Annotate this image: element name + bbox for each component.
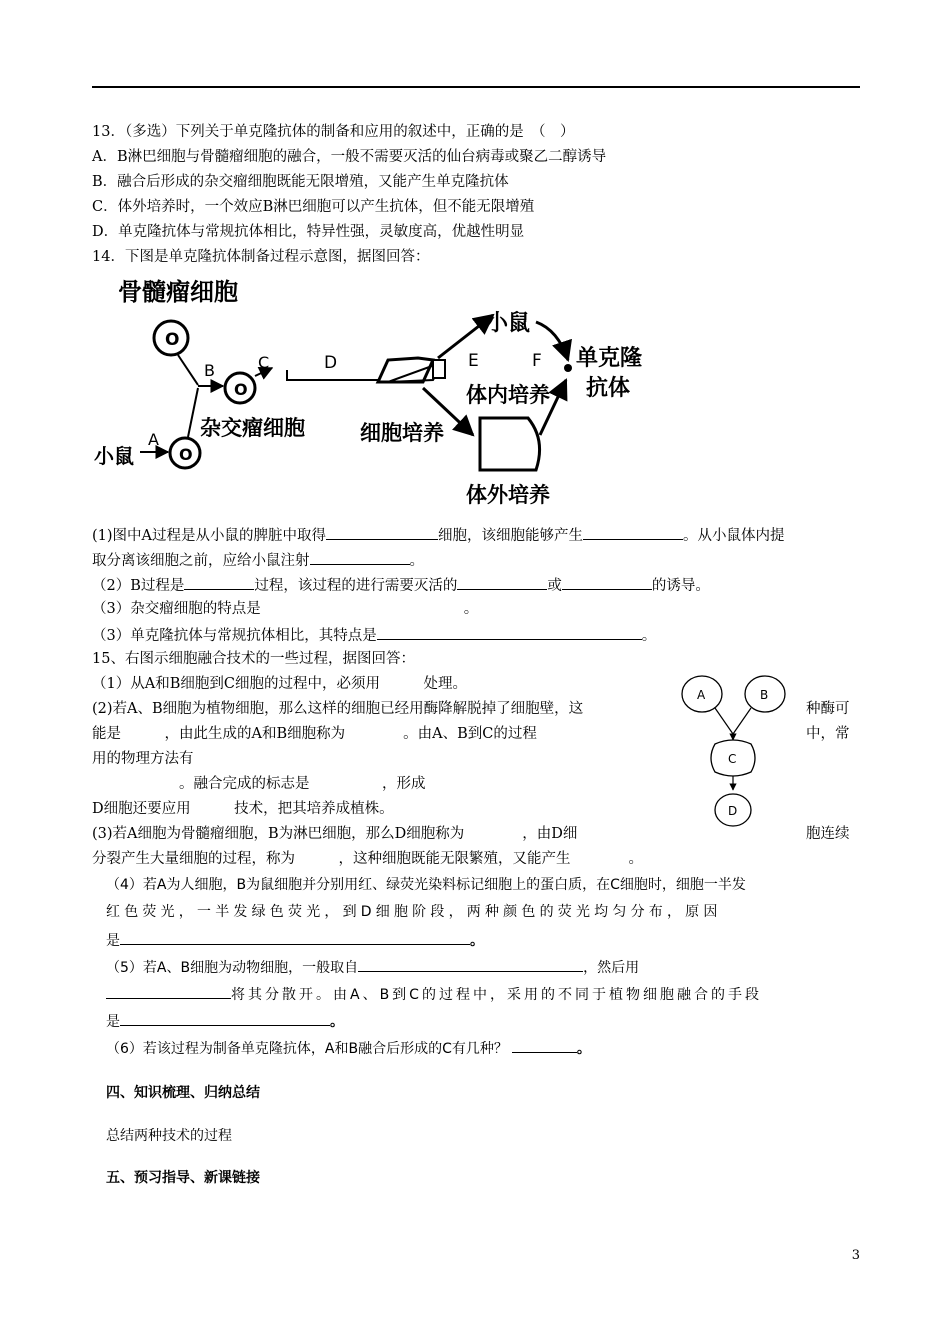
q14-part1-line2: 取分离该细胞之前，应给小鼠注射 。 — [92, 550, 424, 570]
q15-part5-line2: 将其分散开。由A、B到C的过程中，采用的不同于植物细胞融合的手段 — [106, 984, 762, 1004]
q15-part3-line2: 分裂产生大量细胞的过程，称为 ，这种细胞既能无限繁殖，又能产生 。 — [92, 851, 643, 867]
svg-text:O: O — [234, 380, 248, 399]
answer-blank[interactable] — [358, 957, 583, 972]
q15-part5-line3: 是 。 — [106, 1011, 344, 1031]
answer-blank[interactable] — [184, 575, 254, 590]
label-f: F — [532, 351, 542, 371]
q13-stem: 13．（多选）下列关于单克隆抗体的制备和应用的叙述中，正确的是 （ ） — [92, 124, 575, 140]
cell-fusion-figure — [675, 672, 795, 832]
cell-culture-label: 细胞培养 — [360, 421, 444, 445]
label-a: A — [148, 430, 159, 449]
spleen-cell — [170, 438, 200, 468]
answer-blank[interactable] — [310, 550, 410, 565]
label-c: C — [258, 353, 270, 372]
q14-stem: 14．下图是单克隆抗体制备过程示意图，据图回答： — [92, 249, 430, 265]
svg-text:C: C — [728, 752, 737, 766]
q15-part2-line2-right: 中，常 — [806, 726, 850, 742]
in-vitro-dish — [480, 418, 540, 470]
header-rule — [92, 86, 860, 88]
label-b: B — [204, 361, 215, 380]
hybridoma-label: 杂交瘤细胞 — [200, 416, 305, 440]
label-d: D — [324, 353, 338, 373]
q13-option-a: A．B淋巴细胞与骨髓瘤细胞的融合，一般不需要灭活的仙台病毒或聚乙二醇诱导 — [92, 149, 607, 165]
section-4-title: 四、知识梳理、归纳总结 — [106, 1085, 260, 1101]
q15-part4-line2: 红色荧光，一半发绿色荧光，到D细胞阶段，两种颜色的荧光均匀分布，原因 — [106, 904, 722, 920]
svg-text:O: O — [179, 445, 193, 464]
myeloma-label: 骨髓瘤细胞 — [118, 278, 238, 306]
q15-part2-line4: 。融合完成的标志是 ，形成 — [92, 776, 426, 792]
q14-part3: （3）杂交瘤细胞的特点是 。 — [92, 601, 479, 617]
page-number: 3 — [851, 1248, 860, 1263]
in-vivo-label: 体内培养 — [466, 383, 550, 407]
q15-part6: （6）若该过程为制备单克隆抗体，A和B融合后形成的C有几种？ 。 — [106, 1038, 591, 1058]
mouse-top-label: 小鼠 — [486, 311, 531, 336]
in-vitro-label: 体外培养 — [466, 483, 550, 507]
antibody-label-1: 单克隆 — [576, 346, 643, 371]
monoclonal-antibody-diagram — [88, 270, 688, 515]
section-4-body: 总结两种技术的过程 — [106, 1128, 232, 1144]
q13-option-d: D．单克隆抗体与常规抗体相比，特异性强，灵敏度高，优越性明显 — [92, 224, 525, 240]
answer-blank[interactable] — [120, 1011, 330, 1026]
q13-option-b: B．融合后形成的杂交瘤细胞既能无限增殖，又能产生单克隆抗体 — [92, 174, 509, 190]
q15-part2-line2: 能是 ，由此生成的A和B细胞称为 。由A、B到C的过程 — [92, 726, 537, 742]
svg-text:D: D — [728, 804, 738, 818]
q13-option-c: C．体外培养时，一个效应B淋巴细胞可以产生抗体，但不能无限增殖 — [92, 199, 535, 215]
answer-blank[interactable] — [562, 575, 652, 590]
q15-stem: 15、右图示细胞融合技术的一些过程，据图回答： — [92, 651, 415, 667]
q15-part3-line1: (3)若A细胞为骨髓瘤细胞，B为淋巴细胞，那么D细胞称为 ，由D细 — [92, 826, 578, 842]
q15-part2-line1: (2)若A、B细胞为植物细胞，那么这样的细胞已经用酶降解脱掉了细胞壁，这 — [92, 701, 584, 717]
svg-text:A: A — [697, 688, 706, 702]
q14-part2: （2）B过程是 过程，该过程的进行需要灭活的 或 的诱导。 — [92, 575, 710, 595]
q15-part1: （1）从A和B细胞到C细胞的过程中，必须用 处理。 — [92, 676, 467, 692]
q15-part2-line1-right: 种酶可 — [806, 701, 850, 717]
q14-part4: （3）单克隆抗体与常规抗体相比，其特点是 。 — [92, 625, 656, 645]
q15-part4-line3: 是 。 — [106, 930, 484, 950]
svg-text:O: O — [165, 330, 180, 350]
answer-blank[interactable] — [106, 984, 231, 999]
q14-part1-line1: (1)图中A过程是从小鼠的脾脏中取得 细胞，该细胞能够产生 。从小鼠体内提 — [92, 525, 785, 545]
answer-blank[interactable] — [457, 575, 547, 590]
answer-blank[interactable] — [377, 625, 642, 640]
q15-part4-line1: （4）若A为人细胞，B为鼠细胞并分别用红、绿荧光染料标记细胞上的蛋白质，在C细胞时，细胞一半发 — [106, 877, 746, 893]
answer-blank[interactable] — [120, 930, 470, 945]
q15-part2-line5: D细胞还要应用 技术，把其培养成植株。 — [92, 801, 394, 817]
q15-part2-line3: 用的物理方法有 — [92, 751, 194, 767]
mouse-left-label: 小鼠 — [94, 444, 134, 468]
answer-blank[interactable] — [326, 525, 438, 540]
q15-part3-line1-right: 胞连续 — [806, 826, 850, 842]
answer-blank[interactable] — [583, 525, 683, 540]
label-e: E — [468, 351, 479, 371]
svg-text:B: B — [760, 688, 769, 702]
culture-flask — [378, 358, 445, 382]
antibody-label-2: 抗体 — [586, 376, 631, 401]
q15-part5-line1: （5）若A、B细胞为动物细胞，一般取自 ，然后用 — [106, 957, 639, 977]
answer-blank[interactable] — [512, 1038, 577, 1053]
antibody-dot — [564, 364, 572, 372]
myeloma-cell — [154, 321, 188, 355]
hybridoma-cell — [225, 373, 255, 403]
section-5-title: 五、预习指导、新课链接 — [106, 1170, 260, 1186]
